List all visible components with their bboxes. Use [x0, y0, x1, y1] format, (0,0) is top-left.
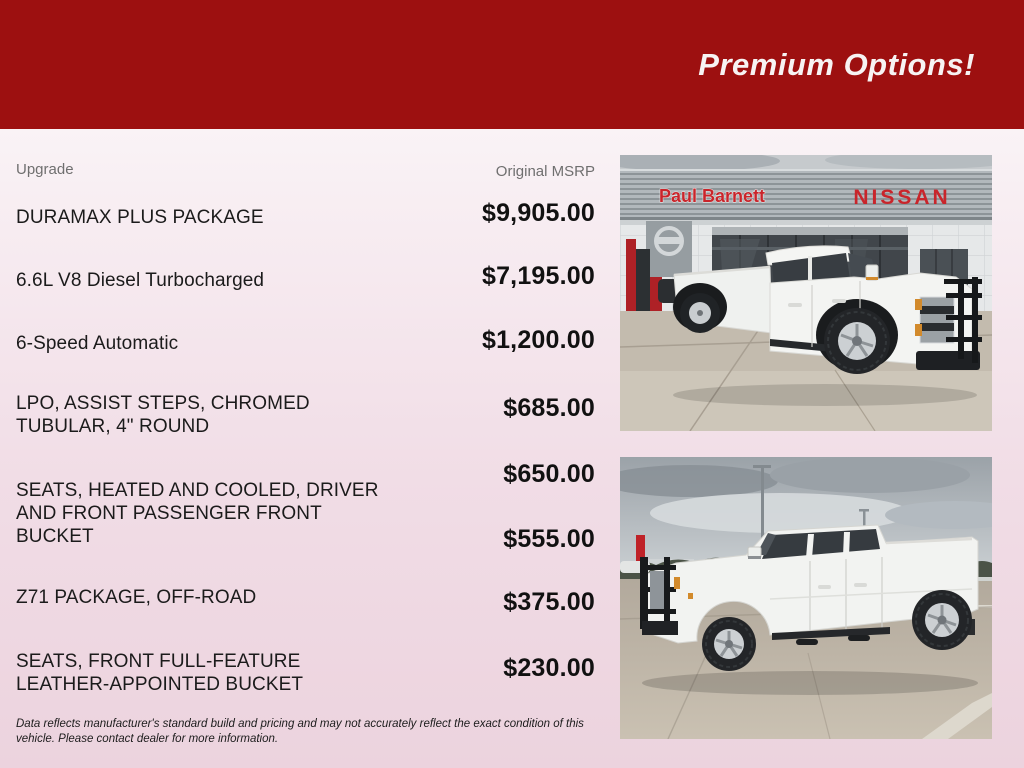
- option-price-secondary: $555.00: [503, 525, 595, 553]
- truck-side-illustration: [620, 457, 992, 739]
- truck-front-illustration: [620, 155, 992, 431]
- option-price: $650.00: [503, 460, 595, 488]
- option-price: $230.00: [503, 654, 595, 682]
- option-label: SEATS, FRONT FULL-FEATURE LEATHER-APPOINTED BUCKET: [16, 651, 304, 695]
- option-label: 6.6L V8 Diesel Turbocharged: [16, 270, 265, 291]
- dealer-name-sign: Paul Barnett: [658, 186, 766, 206]
- photo-truck-front-dealership: [620, 155, 992, 431]
- option-label: 6-Speed Automatic: [16, 333, 179, 354]
- option-label: Z71 PACKAGE, OFF-ROAD: [16, 587, 257, 608]
- option-label: DURAMAX PLUS PACKAGE: [16, 207, 264, 228]
- column-header-upgrade: Upgrade: [16, 161, 74, 178]
- premium-banner: [0, 0, 1024, 129]
- nissan-brand-sign: NISSAN: [853, 186, 951, 209]
- option-price: $1,200.00: [481, 326, 595, 354]
- options-table: [0, 129, 608, 768]
- option-price: $9,905.00: [481, 199, 595, 227]
- option-price: $375.00: [503, 588, 595, 616]
- option-price: $7,195.00: [481, 262, 595, 290]
- option-label: SEATS, HEATED AND COOLED, DRIVER AND FRONT PASSENGER FRONT BUCKET: [16, 480, 379, 547]
- option-label: LPO, ASSIST STEPS, CHROMED TUBULAR, 4" ROUND: [16, 393, 310, 437]
- column-header-msrp: Original MSRP: [495, 163, 595, 180]
- option-price: $685.00: [503, 394, 595, 422]
- flyer-content: [0, 129, 1024, 768]
- disclaimer-text: Data reflects manufacturer's standard build and pricing and may not accurately reflect the exact condition of this vehicle. Please contact dealer for more information.: [16, 717, 584, 745]
- photo-truck-side-lot: [620, 457, 992, 739]
- page-title: Premium Options!: [698, 47, 975, 82]
